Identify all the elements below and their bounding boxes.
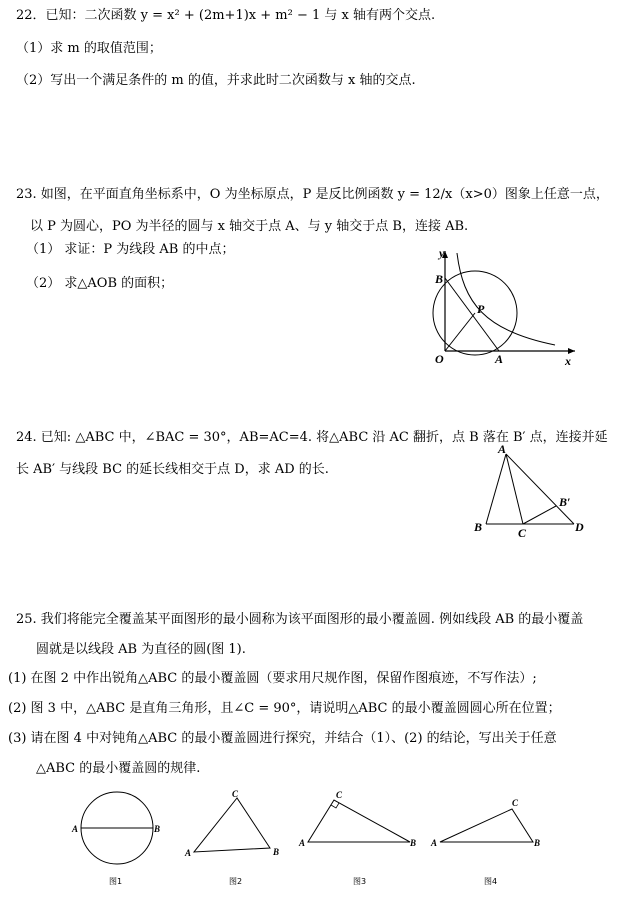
q25-line-3: (1) 在图 2 中作出锐角△ABC 的最小覆盖圆（要求用尺规作图，保留作图痕迹，不写作法）;	[8, 671, 537, 686]
fig4-label-c: C	[512, 798, 519, 808]
segment-ad-24	[506, 454, 574, 524]
label-p: P	[477, 302, 485, 316]
q22-line-2: （1）求 m 的取值范围；	[16, 41, 162, 56]
fig2-label-a: A	[185, 848, 192, 858]
fig1-caption: 图1	[109, 877, 123, 886]
label-y: y	[439, 246, 445, 260]
fig4-label-a: A	[431, 838, 438, 848]
segment-op	[445, 313, 475, 351]
fig2-label-b: B	[273, 847, 280, 857]
label-c-24: C	[518, 526, 527, 540]
segment-ab-24	[486, 454, 506, 524]
fig4-label-b: B	[534, 838, 541, 848]
q25-line-1: 25. 我们将能完全覆盖某平面图形的最小圆称为该平面图形的最小覆盖圆. 例如线段 AB 的最小覆盖	[16, 612, 584, 627]
label-b: B	[435, 272, 444, 286]
label-b-24: B	[474, 520, 483, 534]
fig2-caption: 图2	[229, 877, 243, 886]
label-x: x	[565, 354, 571, 368]
q25-line-2: 圆就是以线段 AB 为直径的圆(图 1).	[36, 642, 246, 657]
q25-line-4: (2) 图 3 中，△ABC 是直角三角形，且∠C = 90°，请说明△ABC 的最小覆盖圆圆心所在位置；	[8, 701, 561, 716]
label-a-24: A	[498, 442, 507, 456]
q23-line-1: 23. 如图，在平面直角坐标系中，O 为坐标原点，P 是反比例函数 y = 12/x（x>0）图象上任意一点，	[16, 187, 609, 202]
fig1-label-b: B	[154, 824, 161, 834]
fig3-label-b: B	[410, 838, 417, 848]
fig4-triangle	[440, 809, 533, 842]
label-d-24: D	[575, 520, 584, 534]
fig2	[182, 790, 282, 860]
q23-figure	[425, 243, 585, 369]
fig4-caption: 图4	[484, 877, 498, 886]
segment-cbp-24	[523, 506, 556, 524]
q24-line-2: 长 AB′ 与线段 BC 的延长线相交于点 D，求 AD 的长.	[16, 462, 329, 477]
fig1	[70, 790, 170, 870]
fig3	[298, 790, 423, 860]
fig2-triangle	[194, 798, 270, 852]
q23-line-3: （1） 求证：P 为线段 AB 的中点；	[26, 242, 235, 257]
q25-line-5: (3) 请在图 4 中对钝角△ABC 的最小覆盖圆进行探究，并结合（1）、(2) 的结论，写出关于任意	[8, 731, 557, 746]
hyperbola-curve	[457, 253, 555, 345]
fig4	[430, 795, 555, 855]
segment-ac-24	[506, 454, 523, 524]
q25-line-6: △ABC 的最小覆盖圆的规律.	[36, 761, 201, 776]
q24-figure	[468, 442, 593, 542]
q22-line-3: （2）写出一个满足条件的 m 的值，并求此时二次函数与 x 轴的交点.	[16, 73, 416, 88]
fig3-caption: 图3	[353, 877, 367, 886]
fig3-triangle	[308, 800, 410, 842]
q24-line-1: 24. 已知: △ABC 中，∠BAC = 30°，AB=AC=4. 将△ABC 沿 AC 翻折，点 B 落在 B′ 点，连接并延	[16, 430, 608, 445]
fig1-label-a: A	[72, 824, 79, 834]
label-a: A	[495, 352, 504, 366]
label-o: O	[435, 352, 444, 366]
fig2-label-c: C	[232, 790, 239, 799]
label-bprime-24: B′	[559, 495, 571, 509]
q22-line-1: 22．已知：二次函数 y = x² + (2m+1)x + m² − 1 与 x 轴有两个交点.	[16, 8, 436, 23]
fig3-label-c: C	[336, 790, 343, 800]
q23-line-4: （2） 求△AOB 的面积；	[26, 276, 174, 291]
fig3-label-a: A	[299, 838, 306, 848]
q23-line-2: 以 P 为圆心，PO 为半径的圆与 x 轴交于点 A、与 y 轴交于点 B，连接 AB.	[30, 219, 469, 234]
